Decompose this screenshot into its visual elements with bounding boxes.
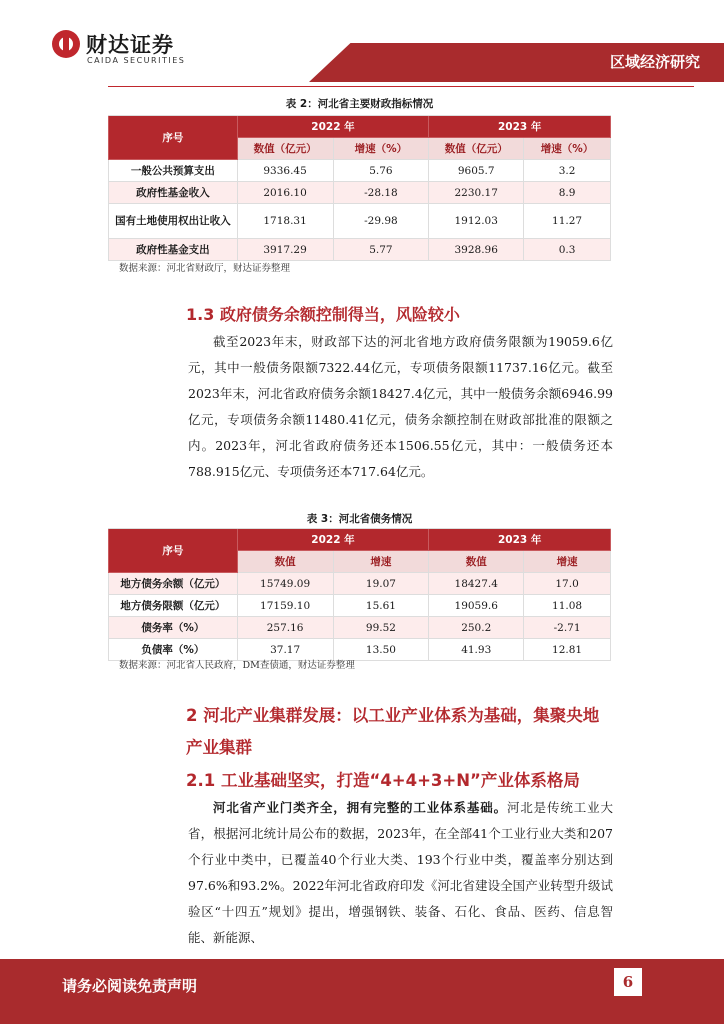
chapter-heading-cont: 产业集群 (186, 738, 252, 757)
year-header: 2023 年 (429, 529, 611, 551)
table-row: 债务率（%） 257.16 99.52 250.2 -2.71 (109, 617, 611, 639)
lead-sentence: 河北省产业门类齐全，拥有完整的工业体系基础。 (213, 800, 507, 815)
section-tag: 区域经济研究 (609, 53, 700, 71)
paragraph-text: 河北是传统工业大省，根据河北统计局公布的数据，2023年，在全部41个工业行业大类和207个行业中类中，已覆盖40个行业大类、193个行业中类，覆盖率分别达到97.6%和93.2%。2022年河北省政府印发《河北省建设全国产业转型升级试验区“十四五”规划》提出，增强钢铁、装备、石化、食品、医药、信息智能、新能源、 (188, 800, 613, 945)
sub-header: 数值（亿元） (237, 138, 333, 160)
disclaimer-link[interactable]: 请务必阅读免责声明 (62, 977, 198, 995)
table-row: 地方债务限额（亿元） 17159.10 15.61 19059.6 11.08 (109, 595, 611, 617)
table-row: 政府性基金支出 3917.29 5.77 3928.96 0.3 (109, 239, 611, 261)
table-row: 政府性基金收入 2016.10 -28.18 2230.17 8.9 (109, 182, 611, 204)
table-row: 负债率（%） 37.17 13.50 41.93 12.81 (109, 639, 611, 661)
sub-header: 数值 (429, 551, 524, 573)
section-heading: 1.3 政府债务余额控制得当，风险较小 (186, 305, 460, 324)
brand-name-en: CAIDA SECURITIES (87, 56, 186, 65)
page-number: 6 (614, 968, 642, 996)
body-paragraph (188, 795, 613, 951)
sub-header: 数值 (237, 551, 333, 573)
table-fiscal-indicators (108, 91, 611, 261)
year-header: 2022 年 (237, 116, 429, 138)
year-header: 2022 年 (237, 529, 429, 551)
table-caption: 表 2：河北省主要财政指标情况 (109, 91, 611, 116)
body-paragraph: 截至2023年末，财政部下达的河北省地方政府债务限额为19059.6亿元，其中一般债务限额7322.44亿元，专项债务限额11737.16亿元。截至2023年末，河北省政府债务余额18427.4亿元，其中一般债务余额6946.99亿元，专项债务余额11480.41亿元，债务余额控制在财政部批准的限额之内。2023年，河北省政府债务还本1506.55亿元，其中：一般债务还本788.915亿元、专项债务还本717.64亿元。 (188, 334, 613, 479)
caida-logo-icon (52, 30, 80, 58)
table-row: 一般公共预算支出 9336.45 5.76 9605.7 3.2 (109, 160, 611, 182)
table-debt (108, 508, 611, 661)
page-header (0, 0, 724, 88)
brand-name: 财达证券 (86, 33, 174, 57)
header-divider (108, 86, 694, 87)
year-header: 2023 年 (429, 116, 611, 138)
table-source: 数据来源：河北省财政厅，财达证券整理 (119, 263, 291, 274)
sub-header: 增速 (333, 551, 429, 573)
chapter-heading: 2 河北产业集群发展：以工业产业体系为基础，集聚央地 (186, 706, 600, 725)
col-index: 序号 (109, 529, 238, 573)
table-source: 数据来源：河北省人民政府，DM查债通，财达证券整理 (119, 660, 355, 671)
sub-header: 增速 (524, 551, 611, 573)
table-row: 地方债务余额（亿元） 15749.09 19.07 18427.4 17.0 (109, 573, 611, 595)
sub-header: 增速（%） (524, 138, 611, 160)
section-heading: 2.1 工业基础坚实，打造“4+4+3+N”产业体系格局 (186, 771, 580, 790)
sub-header: 数值（亿元） (429, 138, 524, 160)
table-caption: 表 3：河北省债务情况 (109, 508, 611, 529)
col-index: 序号 (109, 116, 238, 160)
sub-header: 增速（%） (333, 138, 429, 160)
table-row: 国有土地使用权出让收入 1718.31 -29.98 1912.03 11.27 (109, 204, 611, 239)
